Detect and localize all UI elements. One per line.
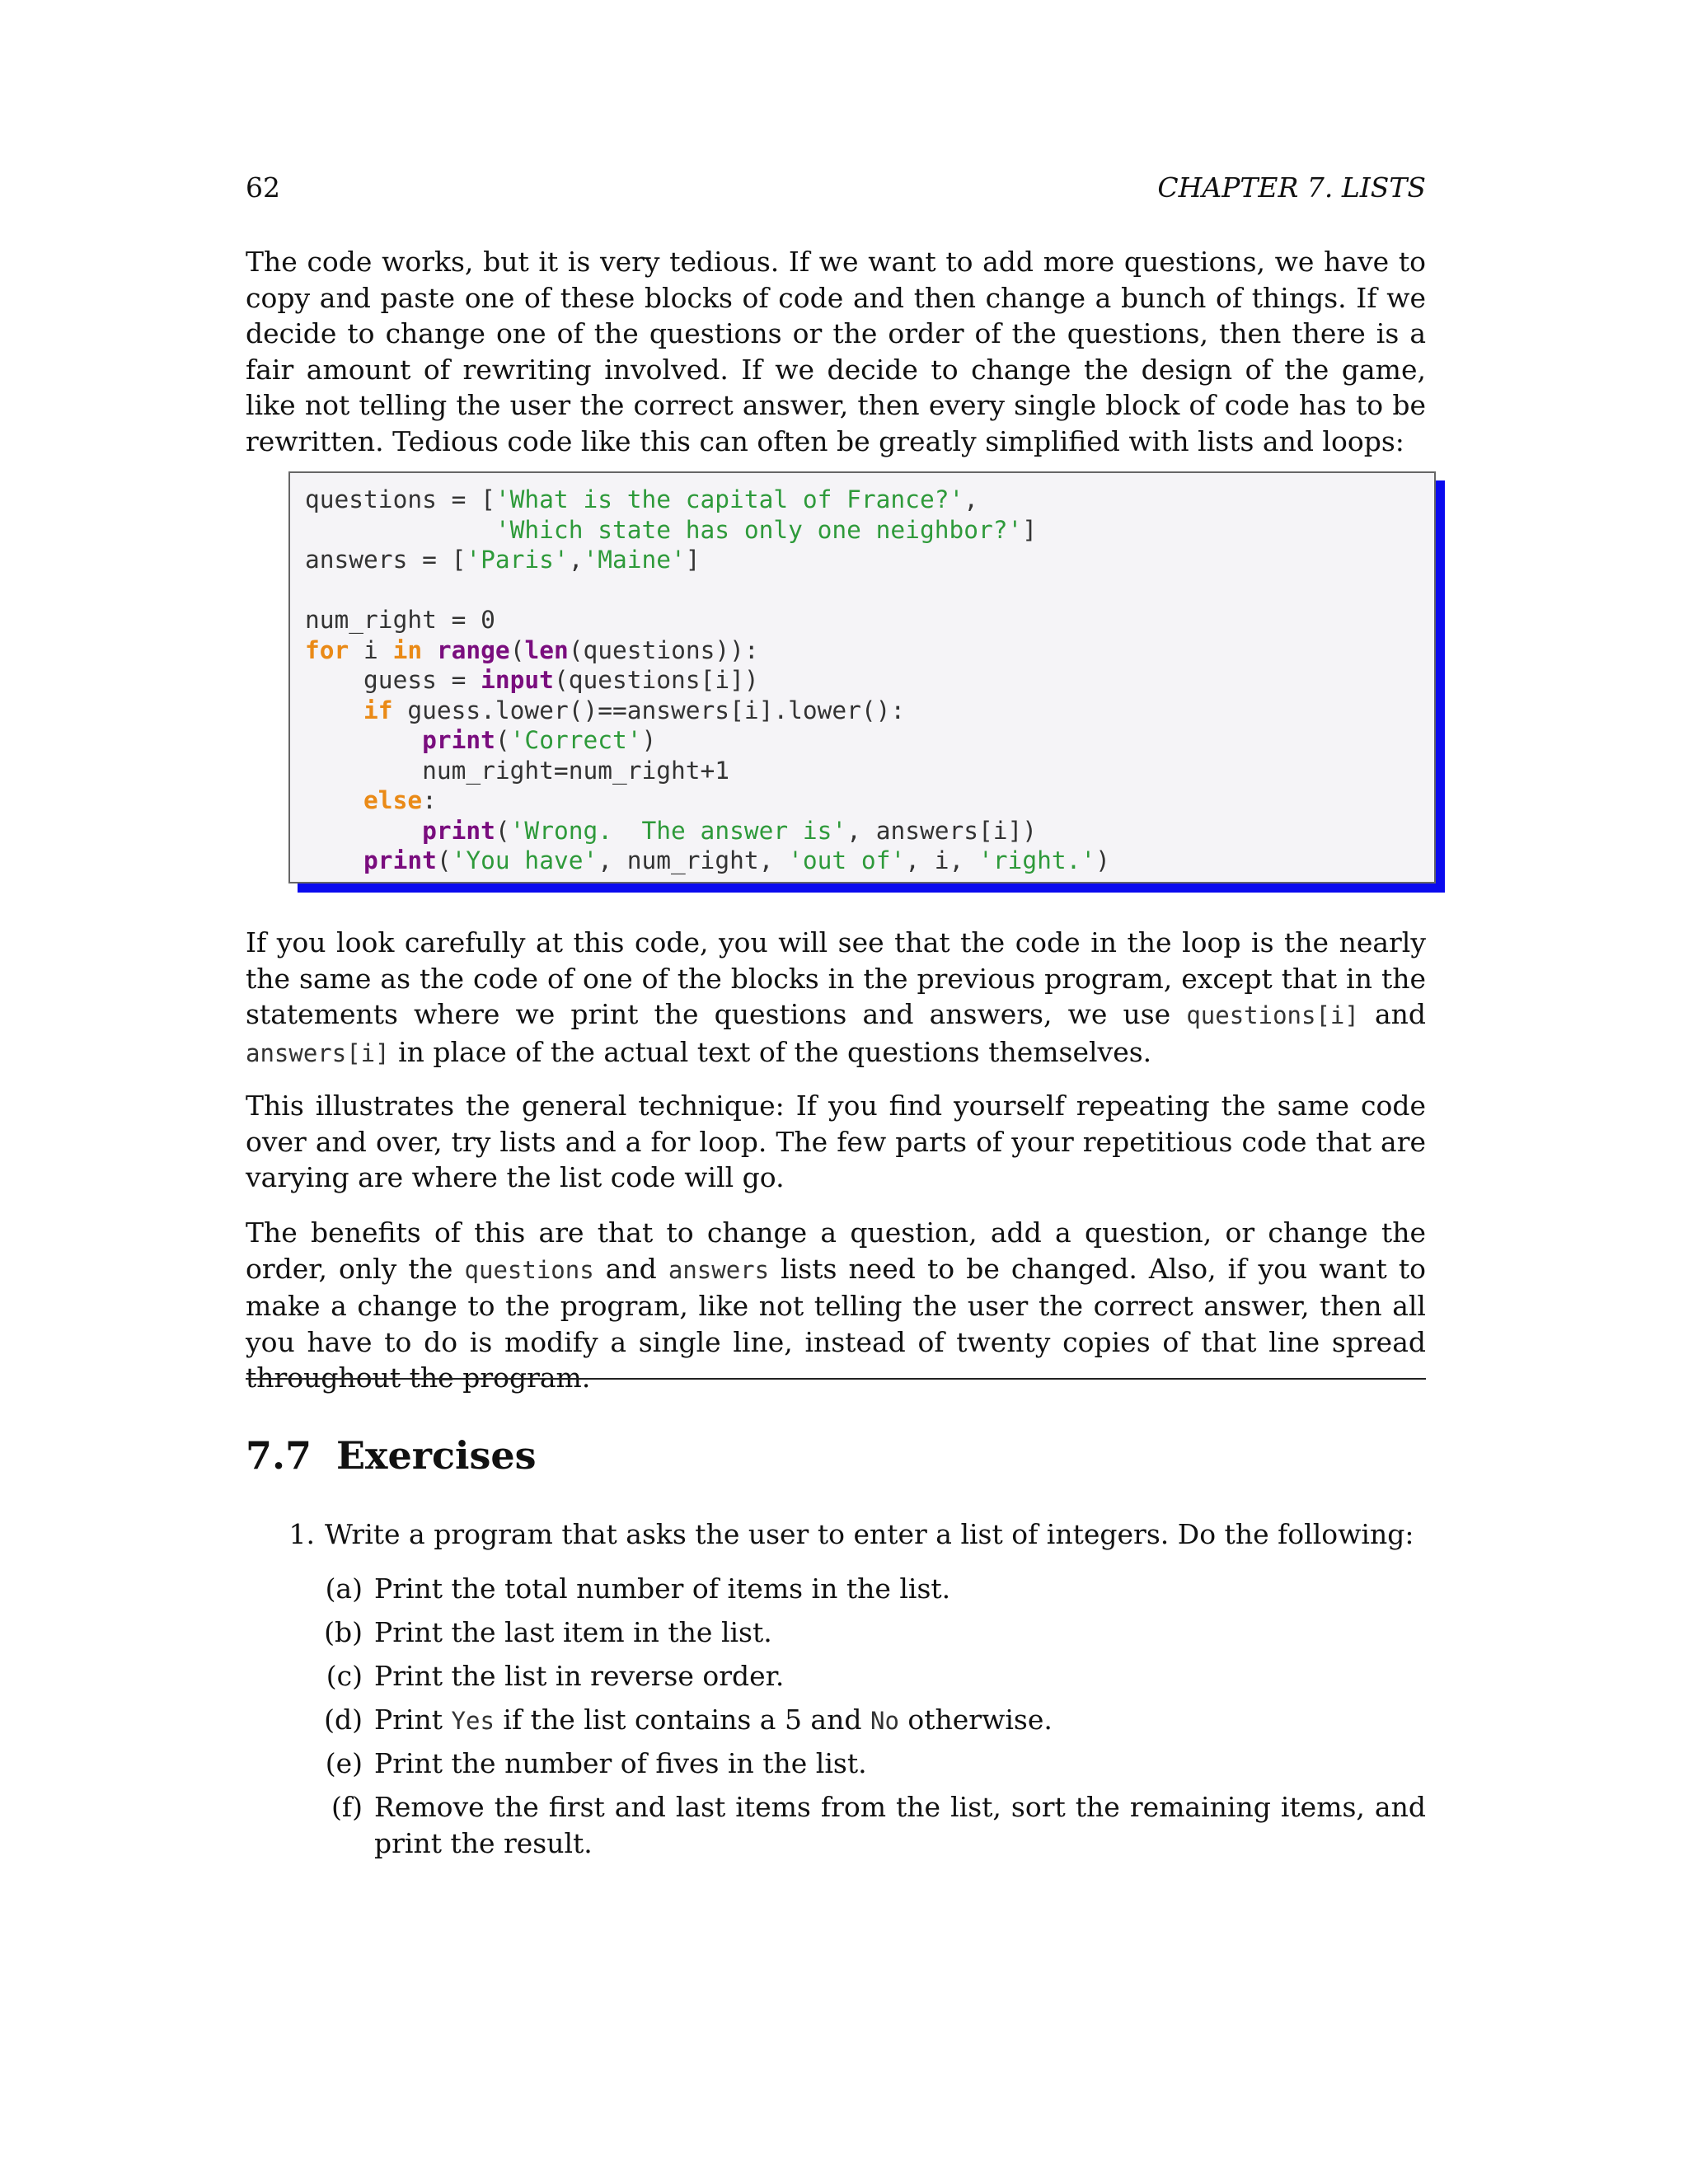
code-token: 'What is the capital of France?': [495, 485, 964, 513]
code-token: ]: [1022, 515, 1038, 544]
exercise-subitem: [321, 1615, 1426, 1651]
code-line: [305, 785, 1110, 816]
code-token: print: [422, 726, 495, 754]
inline-code: Yes: [451, 1707, 495, 1735]
code-token: ,: [964, 485, 978, 513]
paragraph-text: The benefits of this are that to change a question, add a question, or change the order, only the: [246, 1216, 1426, 1285]
paragraph-general-technique: This illustrates the general technique: If you find yourself repeating the same code over and over, try lists and a for loop. The few parts of your repetitious code that are varying are where the list code will go.: [246, 1090, 1426, 1194]
code-token: print: [363, 846, 437, 874]
code-token: guess =: [305, 666, 481, 694]
code-token: questions = [: [305, 485, 495, 513]
inline-code: answers[i]: [246, 1038, 390, 1067]
code-token: [305, 516, 495, 544]
page-number: 62: [246, 171, 280, 204]
subitem-label: (b): [324, 1616, 363, 1648]
subitem-text-part: Print: [374, 1704, 452, 1736]
code-token: in: [392, 635, 423, 664]
exercise-subitem: [321, 1702, 1426, 1739]
exercise-subitem: [321, 1746, 1426, 1782]
inline-code: answers: [668, 1255, 770, 1284]
code-token: answers = [: [305, 546, 467, 574]
code-token: [305, 846, 363, 874]
section-divider: [246, 1378, 1426, 1380]
code-token: i: [349, 635, 393, 664]
code-token: ): [1095, 846, 1110, 874]
subitem-text: Remove the first and last items from the list, sort the remaining items, and print the result.: [374, 1791, 1426, 1859]
code-token: :: [422, 786, 437, 814]
section-heading: [246, 1432, 537, 1479]
code-token: 'Which state has only one neighbor?': [495, 515, 1023, 544]
code-token: 'out of': [788, 846, 906, 874]
code-token: , answers[i]): [846, 816, 1038, 845]
code-token: (: [495, 726, 510, 754]
paragraph-loop-explanation: [246, 925, 1426, 1071]
code-token: [305, 786, 363, 814]
subitem-text-part: otherwise.: [898, 1704, 1053, 1736]
code-line: [305, 816, 1110, 846]
code-token: ]: [685, 546, 701, 574]
code-line: [305, 756, 1110, 786]
code-token: 'Wrong. The answer is': [509, 816, 847, 845]
code-token: 'You have': [451, 846, 598, 874]
subitem-label: (d): [324, 1704, 363, 1736]
page-header: [246, 170, 1426, 206]
code-line: [305, 725, 1110, 756]
code-token: [305, 696, 363, 724]
code-token: num_right = 0: [305, 606, 495, 634]
exercise-number: 1.: [288, 1518, 315, 1550]
code-token: num_right=num_right+1: [305, 756, 730, 785]
paragraph-text: and: [593, 1252, 668, 1285]
section-number: 7.7: [246, 1433, 312, 1478]
paragraph-text: lists need to be changed. Also, if you want to make a change to the program, like not telling the user the correct answer, then all you have to do is modify a single line, instead of twenty copies of that line spread throughout the program.: [246, 1252, 1426, 1394]
paragraph-text: If you look carefully at this code, you will see that the code in the loop is the nearly the same as the code of one of the blocks in the previous program, except that in the statements where we print the questions and answers, we use: [246, 926, 1426, 1031]
intro-paragraph: The code works, but it is very tedious. If we want to add more questions, we have to copy and paste one of these blocks of code and then change a bunch of things. If we decide to change one of the questions or the order of the questions, then there is a fair amount of rewriting involved. If we decide to change the design of the game, like not telling the user the correct answer, then every single block of code has to be rewritten. Tedious code like this can often be greatly simplified with lists and loops:: [246, 246, 1426, 457]
code-token: for: [305, 635, 349, 664]
code-line: [305, 605, 1110, 635]
paragraph-text: in place of the actual text of the questions themselves.: [389, 1035, 1152, 1068]
code-token: print: [422, 816, 495, 845]
subitem-label: (e): [325, 1747, 363, 1779]
code-token: guess.lower()==answers[i].lower():: [392, 696, 906, 724]
paragraph-benefits: [246, 1215, 1426, 1396]
code-token: (: [495, 816, 510, 845]
code-line: [305, 575, 1110, 606]
code-token: ): [641, 726, 657, 754]
section-title: Exercises: [336, 1433, 537, 1478]
code-token: [305, 817, 422, 845]
code-listing: [305, 485, 1110, 876]
subitem-label: (a): [325, 1572, 363, 1605]
subitem-label: (f): [331, 1791, 363, 1823]
code-token: 'Correct': [509, 726, 642, 754]
exercise-subitem: [321, 1789, 1426, 1862]
subitem-text: Print the number of fives in the list.: [374, 1747, 867, 1779]
inline-code: questions: [464, 1255, 594, 1284]
code-line: [305, 635, 1110, 666]
code-token: len: [524, 635, 569, 664]
code-token: [305, 726, 422, 754]
code-token: if: [363, 696, 393, 724]
code-token: 'Maine': [583, 546, 686, 574]
subitem-text-part: if the list contains a 5 and: [494, 1704, 870, 1736]
code-token: input: [481, 666, 554, 694]
code-token: , num_right,: [598, 846, 789, 874]
code-token: (: [509, 635, 525, 664]
code-token: (questions)):: [568, 635, 759, 664]
exercise-text: Write a program that asks the user to enter a list of integers. Do the following:: [325, 1518, 1414, 1550]
inline-code: questions[i]: [1186, 1001, 1359, 1030]
code-line: [305, 846, 1110, 876]
code-token: 'right.': [978, 846, 1096, 874]
code-line: [305, 545, 1110, 575]
code-token: 'Paris': [466, 546, 569, 574]
running-head: CHAPTER 7. LISTS: [1157, 171, 1426, 204]
code-line: [305, 515, 1110, 546]
exercise-item: [280, 1516, 1426, 1553]
code-token: range: [436, 635, 510, 664]
code-token: (: [436, 846, 452, 874]
code-block: [288, 471, 1436, 883]
code-token: else: [363, 786, 423, 814]
exercise-subitem: [321, 1571, 1426, 1607]
subitem-text: Print the list in reverse order.: [374, 1660, 785, 1692]
exercise-subitem: [321, 1658, 1426, 1694]
code-line: [305, 696, 1110, 726]
code-token: [422, 636, 437, 664]
subitem-text: Print the total number of items in the list.: [374, 1572, 951, 1605]
subitem-label: (c): [326, 1660, 363, 1692]
subitem-text: [374, 1702, 1426, 1739]
code-token: ,: [568, 546, 584, 574]
code-line: [305, 665, 1110, 696]
code-line: [305, 485, 1110, 515]
code-token: , i,: [905, 846, 979, 874]
code-token: (questions[i]): [553, 666, 759, 694]
inline-code: No: [870, 1707, 899, 1735]
subitem-text: Print the last item in the list.: [374, 1616, 772, 1648]
paragraph-text: and: [1358, 998, 1426, 1031]
